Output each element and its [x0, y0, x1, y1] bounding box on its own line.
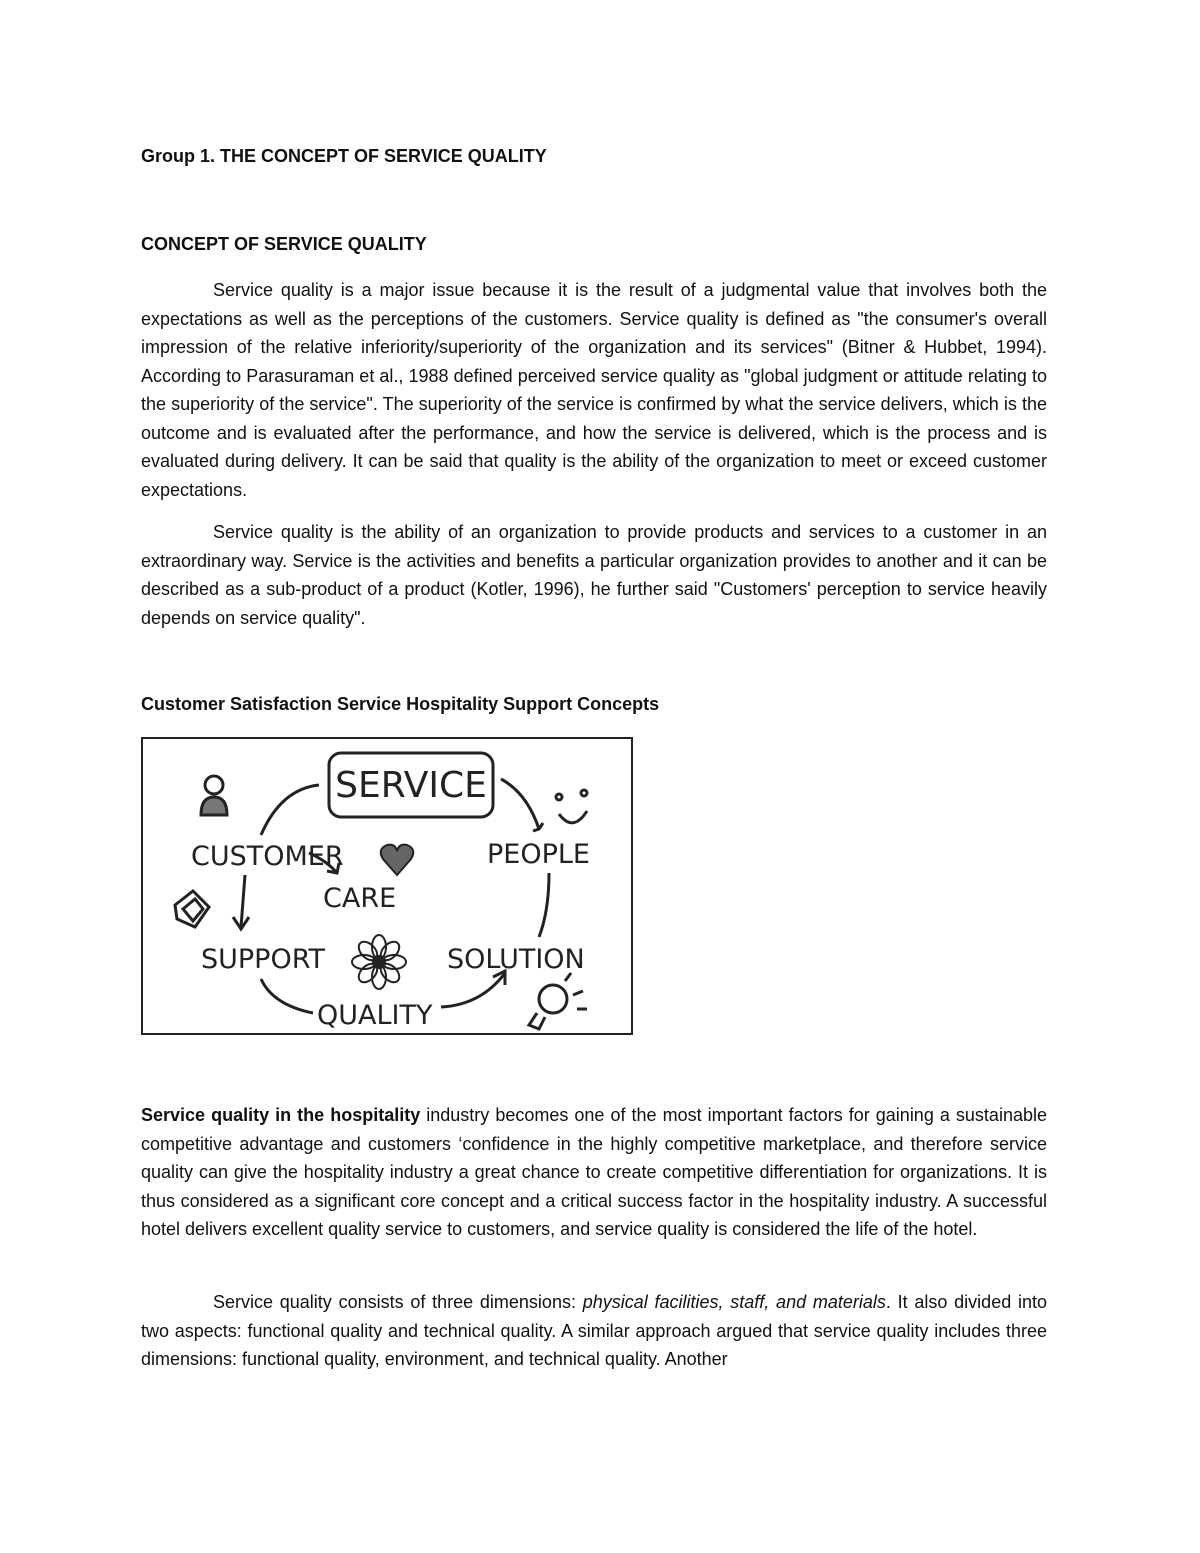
paragraph-4 — [141, 1288, 1047, 1374]
service-diagram — [141, 737, 633, 1037]
label-care: CARE — [323, 883, 397, 914]
label-quality: QUALITY — [317, 1000, 433, 1031]
label-solution: SOLUTION — [447, 944, 585, 975]
paragraph-1 — [141, 276, 1047, 504]
paragraph-4-start: Service quality consists of three dimensions: — [213, 1292, 583, 1312]
paragraph-3-bold: Service quality in the hospitality — [141, 1105, 421, 1125]
paragraph-3 — [141, 1101, 1047, 1244]
section-title: CONCEPT OF SERVICE QUALITY — [141, 234, 427, 254]
paragraph-2-text: Service quality is the ability of an organization to provide products and services to a customer in an extraordinary way. Service is the activities and benefits a particular organization provides to another and it can be described as a sub-product of a product (Kotler, 1996), he further said "Customers' perception to service heavily depends on service quality". — [141, 522, 1047, 628]
paragraph-2 — [141, 518, 1047, 632]
label-support: SUPPORT — [201, 944, 326, 975]
label-people: PEOPLE — [487, 839, 590, 870]
paragraph-4-text: . It also divided into two aspects: functional quality and technical quality. A similar approach argued that service quality includes three dimensions: functional quality, environment, and technical quality. Another — [141, 1292, 1047, 1369]
figure-caption: Customer Satisfaction Service Hospitality Support Concepts — [141, 694, 660, 714]
label-customer: CUSTOMER — [191, 841, 344, 872]
paragraph-4-italic: physical facilities, staff, and materials — [582, 1292, 886, 1312]
group-title: Group 1. THE CONCEPT OF SERVICE QUALITY — [141, 146, 547, 166]
paragraph-1-text: Service quality is a major issue because it is the result of a judgmental value that involves both the expectations as well as the perceptions of the customers. Service quality is defined as "the consumer's overall impression of the relative inferiority/superiority of the organization and its services" (Bitner & Hubbet, 1994). According to Parasuraman et al., 1988 defined perceived service quality as "global judgment or attitude relating to the superiority of the service". The superiority of the service is confirmed by what the service delivers, which is the outcome and is evaluated after the performance, and how the service is delivered, which is the process and is evaluated during delivery. It can be said that quality is the ability of the organization to meet or exceed customer expectations. — [141, 280, 1047, 500]
service-concept-figure — [141, 737, 633, 1037]
label-service: SERVICE — [335, 765, 487, 806]
paragraph-3-text: industry becomes one of the most important factors for gaining a sustainable competitive advantage and customers ‘confidence in the highly competitive marketplace, and therefore service quality can give the hospitality industry a great chance to create competitive differentiation for organizations. It is thus considered as a significant core concept and a critical success factor in the hospitality industry. A successful hotel delivers excellent quality service to customers, and service quality is considered the life of the hotel. — [141, 1105, 1047, 1239]
